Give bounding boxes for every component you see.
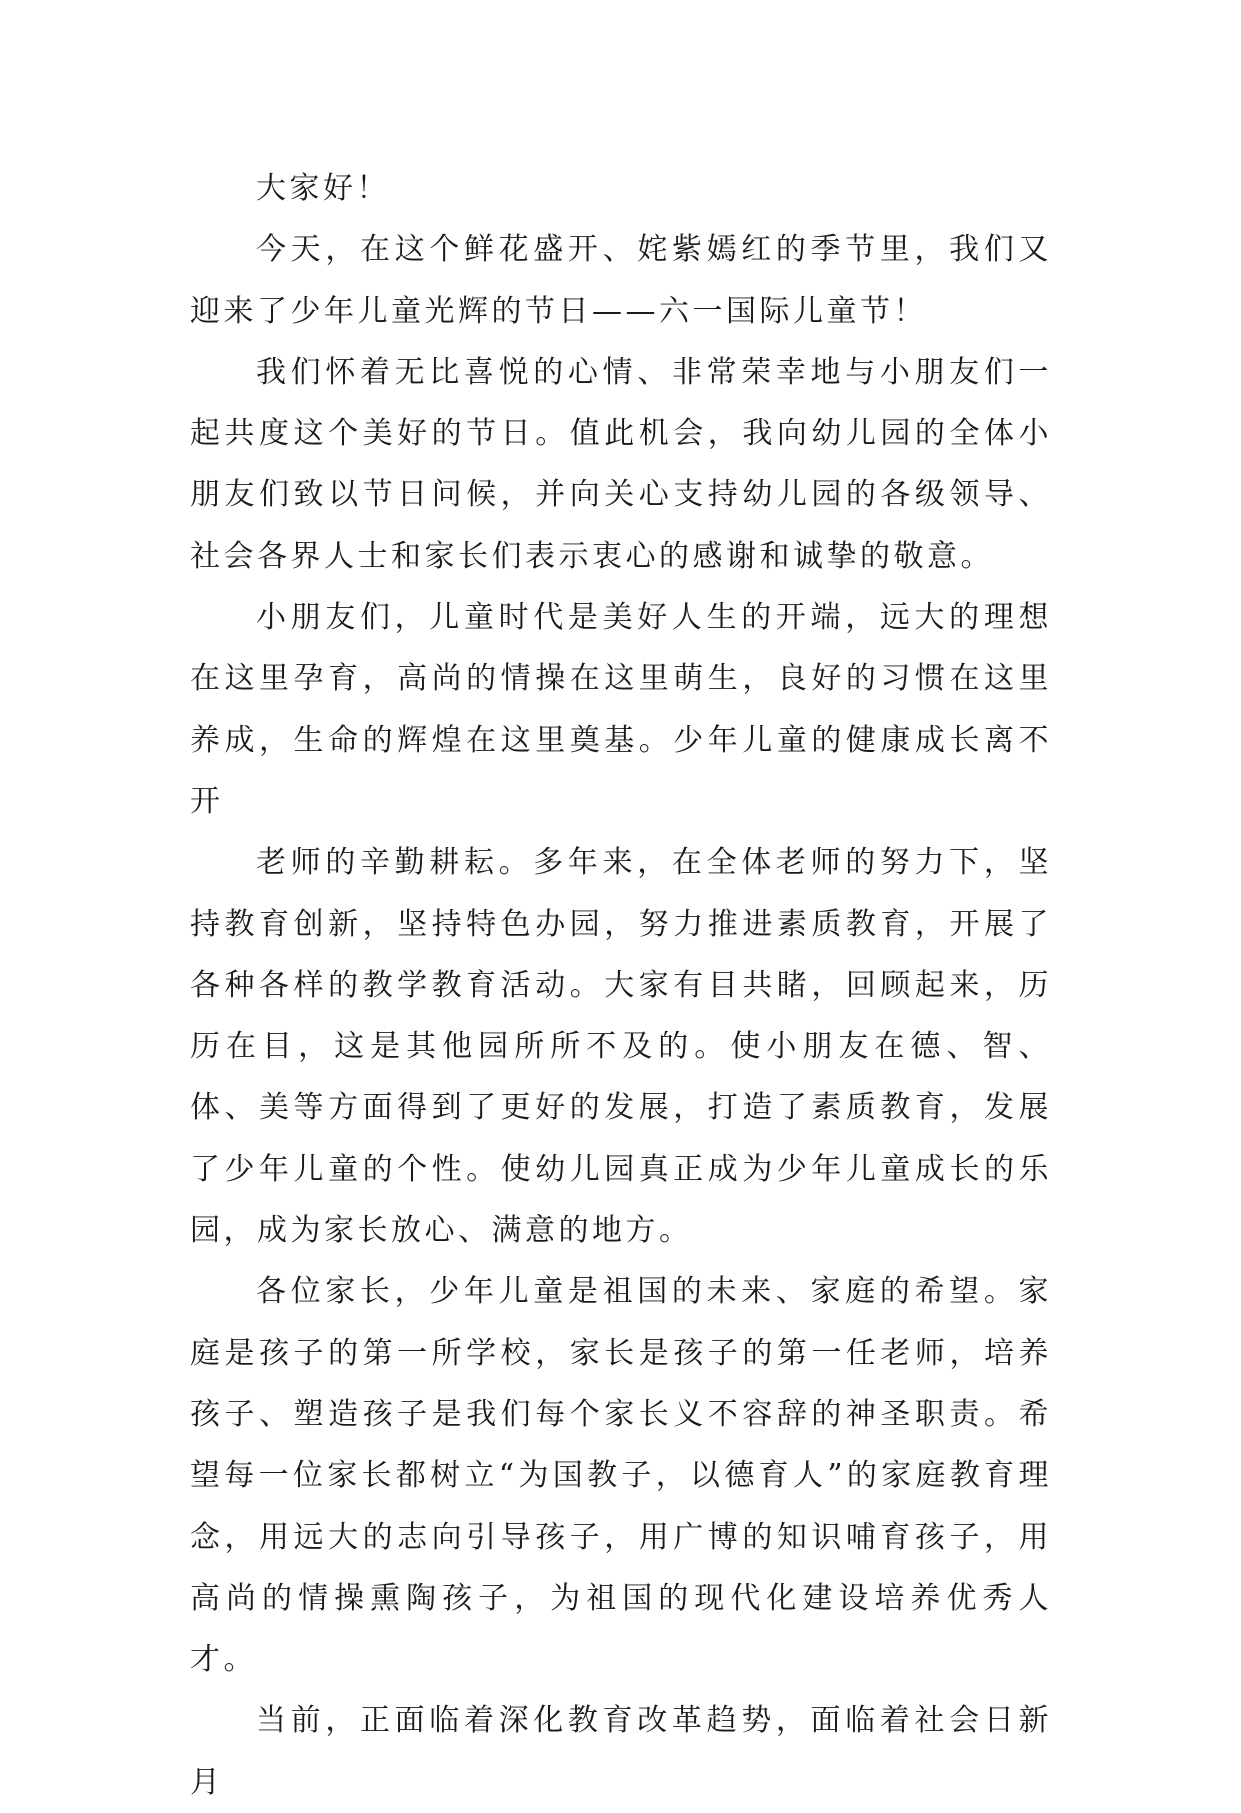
paragraph-greeting: 大家好！: [256, 171, 390, 206]
paragraph-childrens-day: 今天，在这个鲜花盛开、姹紫嫣红的季节里，我们又迎来了少年儿童光辉的节日——六一国际儿童节！: [190, 232, 1052, 329]
paragraph-thanks: 我们怀着无比喜悦的心情、非常荣幸地与小朋友们一起共度这个美好的节日。值此机会，我向幼儿园的全体小朋友们致以节日问候，并向关心支持幼儿园的各级领导、社会各界人士和家长们表示衷心的感谢和诚挚的敬意。: [190, 354, 1052, 574]
paragraph-teachers: 老师的辛勤耕耘。多年来，在全体老师的努力下，坚持教育创新，坚持特色办园，努力推进素质教育，开展了各种各样的教学教育活动。大家有目共睹，回顾起来，历历在目，这是其他园所所不及的。使小朋友在德、智、体、美等方面得到了更好的发展，打造了素质教育，发展了少年儿童的个性。使幼儿园真正成为少年儿童成长的乐园，成为家长放心、满意的地方。: [190, 845, 1052, 1249]
paragraph-childhood: 小朋友们，儿童时代是美好人生的开端，远大的理想在这里孕育，高尚的情操在这里萌生，良好的习惯在这里养成，生命的辉煌在这里奠基。少年儿童的健康成长离不开: [190, 600, 1052, 819]
paragraph-parents: 各位家长，少年儿童是祖国的未来、家庭的希望。家庭是孩子的第一所学校，家长是孩子的第一任老师，培养孩子、塑造孩子是我们每个家长义不容辞的神圣职责。希望每一位家长都树立“为国教子，以德育人”的家庭教育理念，用远大的志向引导孩子，用广博的知识哺育孩子，用高尚的情操熏陶孩子，为祖国的现代化建设培养优秀人才。: [190, 1274, 1052, 1678]
paragraph-reform: 当前，正面临着深化教育改革趋势，面临着社会日新月: [190, 1703, 1052, 1800]
speech-body: [190, 158, 1052, 1813]
